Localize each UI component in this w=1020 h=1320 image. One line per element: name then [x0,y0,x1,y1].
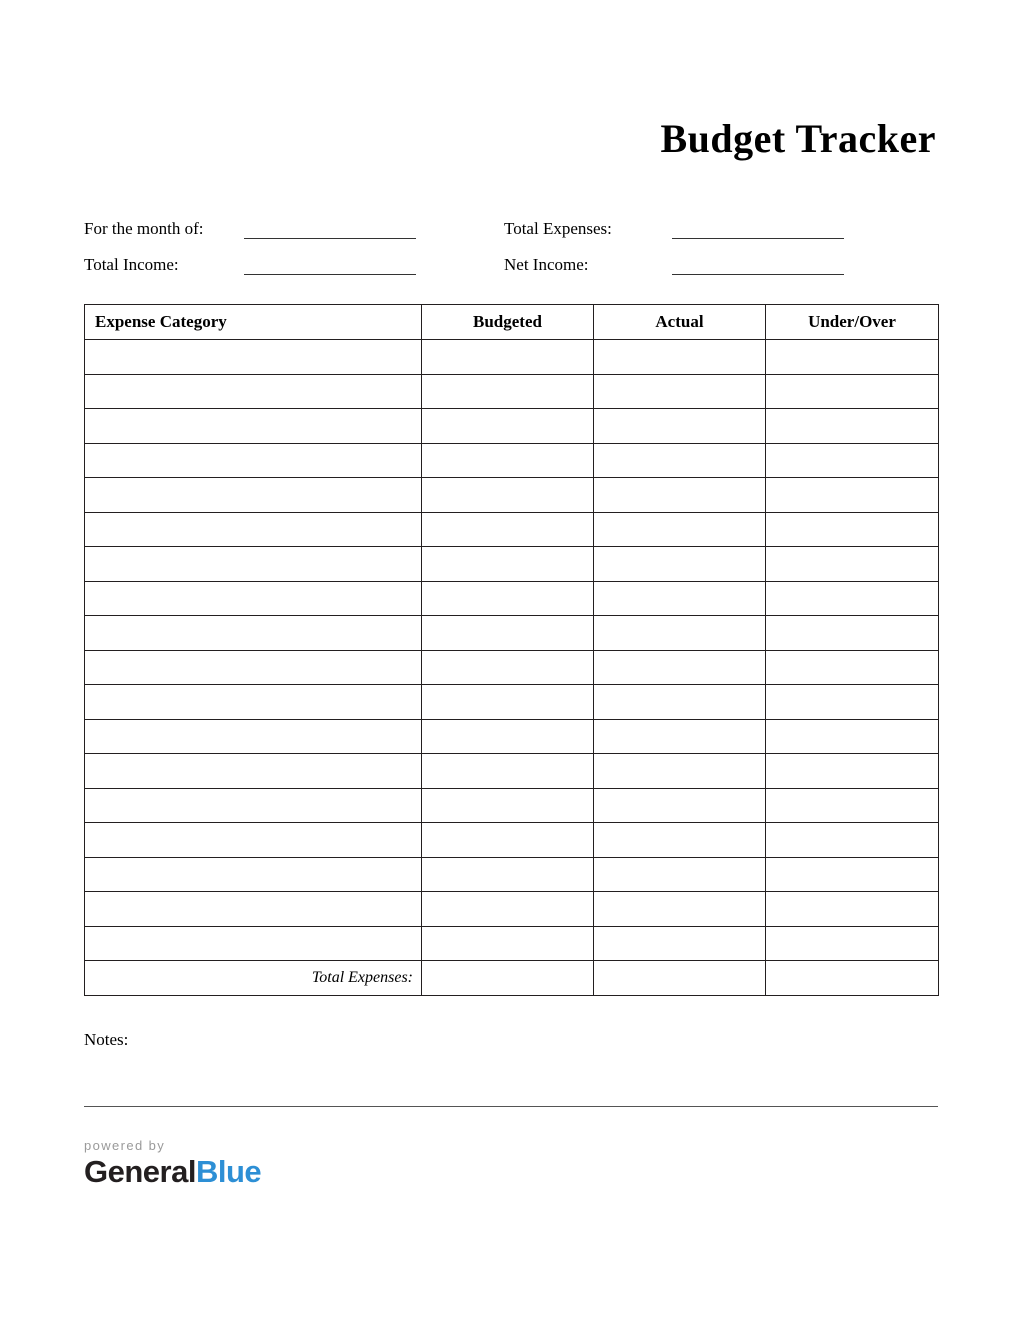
total-budgeted-cell[interactable] [422,961,594,996]
cell-budgeted[interactable] [422,547,594,582]
cell-budgeted[interactable] [422,719,594,754]
cell-actual[interactable] [594,374,766,409]
cell-under-over[interactable] [766,892,939,927]
column-header-actual: Actual [594,305,766,340]
cell-budgeted[interactable] [422,857,594,892]
table-header-row [85,305,939,340]
cell-under-over[interactable] [766,340,939,375]
table-row [85,409,939,444]
cell-under-over[interactable] [766,685,939,720]
total-income-field [84,254,504,275]
cell-category[interactable] [85,823,422,858]
cell-budgeted[interactable] [422,409,594,444]
cell-actual[interactable] [594,512,766,547]
cell-budgeted[interactable] [422,478,594,513]
cell-budgeted[interactable] [422,616,594,651]
cell-under-over[interactable] [766,788,939,823]
table-row [85,512,939,547]
generalblue-wordmark [84,1155,261,1189]
cell-under-over[interactable] [766,478,939,513]
table-row [85,823,939,858]
cell-under-over[interactable] [766,409,939,444]
cell-budgeted[interactable] [422,823,594,858]
cell-budgeted[interactable] [422,340,594,375]
cell-category[interactable] [85,547,422,582]
cell-under-over[interactable] [766,650,939,685]
footer-logo [84,1138,261,1189]
cell-under-over[interactable] [766,374,939,409]
total-under-over-cell[interactable] [766,961,939,996]
month-label: For the month of: [84,219,204,238]
cell-category[interactable] [85,443,422,478]
cell-under-over[interactable] [766,512,939,547]
notes-section [84,1030,938,1107]
table-row [85,719,939,754]
cell-under-over[interactable] [766,547,939,582]
table-row [85,616,939,651]
total-income-label: Total Income: [84,255,179,274]
table-row [85,374,939,409]
notes-input[interactable] [84,1106,938,1107]
cell-actual[interactable] [594,616,766,651]
table-row [85,547,939,582]
cell-actual[interactable] [594,581,766,616]
table-row [85,685,939,720]
cell-under-over[interactable] [766,823,939,858]
net-income-label: Net Income: [504,255,589,274]
cell-category[interactable] [85,616,422,651]
header-fields [84,203,938,275]
cell-budgeted[interactable] [422,374,594,409]
cell-actual[interactable] [594,823,766,858]
table-total-row [85,961,939,996]
cell-under-over[interactable] [766,926,939,961]
cell-category[interactable] [85,374,422,409]
cell-actual[interactable] [594,547,766,582]
cell-actual[interactable] [594,892,766,927]
cell-category[interactable] [85,754,422,789]
cell-category[interactable] [85,340,422,375]
table-row [85,340,939,375]
cell-under-over[interactable] [766,754,939,789]
table-row [85,650,939,685]
cell-under-over[interactable] [766,719,939,754]
cell-category[interactable] [85,892,422,927]
table-row [85,892,939,927]
cell-budgeted[interactable] [422,892,594,927]
cell-actual[interactable] [594,409,766,444]
column-header-expense-category: Expense Category [85,305,422,340]
cell-category[interactable] [85,409,422,444]
cell-actual[interactable] [594,754,766,789]
cell-actual[interactable] [594,926,766,961]
cell-budgeted[interactable] [422,581,594,616]
cell-actual[interactable] [594,857,766,892]
cell-budgeted[interactable] [422,650,594,685]
cell-category[interactable] [85,478,422,513]
header-fields-row-2 [84,239,938,275]
brand-name-general: General [84,1154,196,1189]
total-expenses-row-label: Total Expenses: [85,961,422,996]
column-header-budgeted: Budgeted [422,305,594,340]
total-expenses-input[interactable] [672,218,844,239]
cell-category[interactable] [85,685,422,720]
budget-table [84,304,939,996]
month-field [84,218,504,239]
table-row [85,754,939,789]
cell-under-over[interactable] [766,857,939,892]
cell-actual[interactable] [594,478,766,513]
total-expenses-field [504,218,938,239]
header-fields-row-1 [84,203,938,239]
powered-by-label: powered by [84,1138,166,1153]
table-row [85,857,939,892]
month-input[interactable] [244,218,416,239]
cell-category[interactable] [85,512,422,547]
cell-budgeted[interactable] [422,512,594,547]
cell-category[interactable] [85,719,422,754]
total-expenses-label: Total Expenses: [504,219,612,238]
table-row [85,581,939,616]
cell-under-over[interactable] [766,581,939,616]
brand-name-blue: Blue [195,1154,262,1189]
notes-label: Notes: [84,1030,129,1049]
table-row [85,926,939,961]
cell-actual[interactable] [594,719,766,754]
net-income-input[interactable] [672,254,844,275]
cell-under-over[interactable] [766,443,939,478]
cell-budgeted[interactable] [422,926,594,961]
table-row [85,788,939,823]
column-header-under-over: Under/Over [766,305,939,340]
cell-actual[interactable] [594,650,766,685]
table-row [85,478,939,513]
cell-actual[interactable] [594,788,766,823]
table-row [85,443,939,478]
cell-category[interactable] [85,788,422,823]
cell-category[interactable] [85,926,422,961]
net-income-field [504,254,938,275]
cell-actual[interactable] [594,685,766,720]
cell-actual[interactable] [594,340,766,375]
total-income-input[interactable] [244,254,416,275]
cell-category[interactable] [85,650,422,685]
cell-under-over[interactable] [766,616,939,651]
total-actual-cell[interactable] [594,961,766,996]
cell-actual[interactable] [594,443,766,478]
cell-category[interactable] [85,857,422,892]
cell-category[interactable] [85,581,422,616]
cell-budgeted[interactable] [422,788,594,823]
page-title: Budget Tracker [660,116,936,161]
cell-budgeted[interactable] [422,443,594,478]
cell-budgeted[interactable] [422,685,594,720]
cell-budgeted[interactable] [422,754,594,789]
